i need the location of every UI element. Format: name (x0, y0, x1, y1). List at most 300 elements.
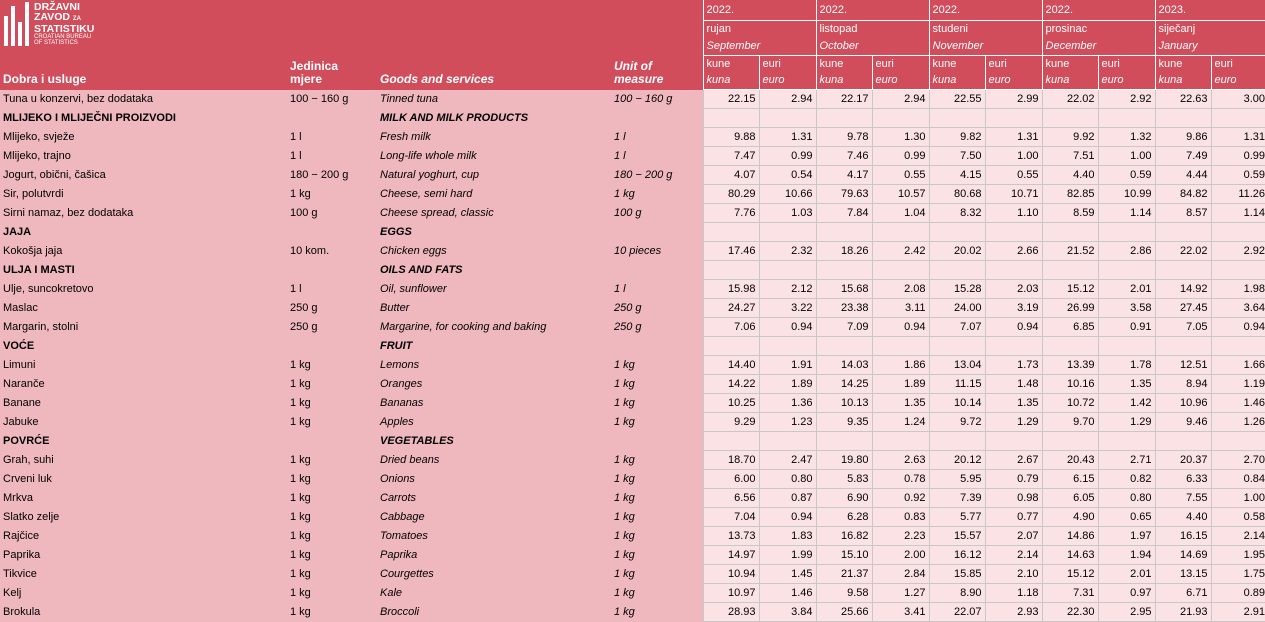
unit-hr: 1 kg (287, 470, 377, 489)
price-kuna: 8.94 (1155, 375, 1211, 394)
category-row (0, 261, 1265, 280)
table-row (0, 489, 1265, 508)
price-kuna: 7.09 (816, 318, 872, 337)
price-kuna: 10.72 (1042, 394, 1098, 413)
cur-hr-euri: euri (1211, 56, 1265, 73)
unit-en (611, 109, 703, 128)
price-euro: 3.64 (1211, 299, 1265, 318)
price-kuna: 9.58 (816, 584, 872, 603)
logo-line2: ZAVOD (34, 11, 70, 23)
price-euro (1098, 432, 1155, 451)
price-kuna: 18.70 (703, 451, 759, 470)
year-m3: 2022. (1042, 0, 1155, 21)
price-kuna: 10.16 (1042, 375, 1098, 394)
item-name-hr: Tuna u konzervi, bez dodataka (0, 90, 287, 109)
price-kuna: 15.10 (816, 546, 872, 565)
price-euro: 2.42 (872, 242, 929, 261)
cur-en-kuna: kuna (1155, 72, 1211, 90)
price-kuna (1042, 337, 1098, 356)
category-name-en: OILS AND FATS (377, 261, 611, 280)
price-euro: 11.26 (1211, 185, 1265, 204)
month-en-m1: October (816, 37, 929, 56)
price-kuna: 13.04 (929, 356, 985, 375)
item-name-hr: Naranče (0, 375, 287, 394)
price-kuna: 8.59 (1042, 204, 1098, 223)
price-euro: 0.84 (1211, 470, 1265, 489)
price-euro: 2.94 (759, 90, 816, 109)
unit-hr: 1 l (287, 280, 377, 299)
price-euro: 1.42 (1098, 394, 1155, 413)
price-kuna: 21.52 (1042, 242, 1098, 261)
price-euro: 2.70 (1211, 451, 1265, 470)
price-kuna: 8.57 (1155, 204, 1211, 223)
price-kuna: 79.63 (816, 185, 872, 204)
price-kuna (703, 337, 759, 356)
item-name-hr: Tikvice (0, 565, 287, 584)
price-euro: 3.19 (985, 299, 1042, 318)
price-euro (1211, 261, 1265, 280)
cur-hr-euri: euri (1098, 56, 1155, 73)
unit-en: 1 l (611, 280, 703, 299)
unit-en (611, 261, 703, 280)
price-euro: 1.00 (1098, 147, 1155, 166)
price-kuna: 6.15 (1042, 470, 1098, 489)
price-kuna: 22.07 (929, 603, 985, 622)
price-kuna: 22.63 (1155, 90, 1211, 109)
month-hr-m2: studeni (929, 21, 1042, 38)
year-m4: 2023. (1155, 0, 1265, 21)
table-row (0, 356, 1265, 375)
item-name-hr: Paprika (0, 546, 287, 565)
price-kuna: 10.97 (703, 584, 759, 603)
unit-hr: 1 kg (287, 603, 377, 622)
price-euro: 2.67 (985, 451, 1042, 470)
price-kuna (929, 261, 985, 280)
cur-hr-kune: kune (929, 56, 985, 73)
price-euro (872, 109, 929, 128)
category-row (0, 432, 1265, 451)
price-kuna: 4.15 (929, 166, 985, 185)
price-euro: 0.83 (872, 508, 929, 527)
price-euro: 1.91 (759, 356, 816, 375)
price-euro: 2.91 (1211, 603, 1265, 622)
table-row (0, 318, 1265, 337)
price-euro (985, 261, 1042, 280)
cur-en-kuna: kuna (1042, 72, 1098, 90)
price-euro: 3.00 (1211, 90, 1265, 109)
price-kuna: 14.03 (816, 356, 872, 375)
price-kuna: 20.43 (1042, 451, 1098, 470)
logo-line2-small: ZA (72, 16, 81, 22)
price-kuna: 6.05 (1042, 489, 1098, 508)
price-euro: 2.94 (872, 90, 929, 109)
price-kuna (703, 109, 759, 128)
price-kuna (816, 109, 872, 128)
price-euro: 1.78 (1098, 356, 1155, 375)
unit-en: 10 pieces (611, 242, 703, 261)
price-euro: 1.14 (1098, 204, 1155, 223)
price-euro (985, 432, 1042, 451)
item-name-en: Natural yoghurt, cup (377, 166, 611, 185)
price-kuna (1042, 223, 1098, 242)
price-kuna: 8.90 (929, 584, 985, 603)
price-kuna (929, 337, 985, 356)
unit-hr: 1 kg (287, 375, 377, 394)
price-kuna: 20.02 (929, 242, 985, 261)
price-kuna (703, 223, 759, 242)
price-euro (1211, 432, 1265, 451)
table-row (0, 90, 1265, 109)
item-name-hr: Mrkva (0, 489, 287, 508)
cur-en-euro: euro (759, 72, 816, 90)
item-name-hr: Jabuke (0, 413, 287, 432)
item-name-hr: Grah, suhi (0, 451, 287, 470)
item-name-en: Fresh milk (377, 128, 611, 147)
price-kuna: 24.27 (703, 299, 759, 318)
price-kuna: 18.26 (816, 242, 872, 261)
price-kuna: 26.99 (1042, 299, 1098, 318)
year-m0: 2022. (703, 0, 816, 21)
price-kuna: 9.35 (816, 413, 872, 432)
price-kuna: 20.12 (929, 451, 985, 470)
unit-en: 1 kg (611, 565, 703, 584)
price-kuna: 14.69 (1155, 546, 1211, 565)
price-kuna: 7.84 (816, 204, 872, 223)
unit-en: 1 kg (611, 356, 703, 375)
price-kuna: 22.02 (1155, 242, 1211, 261)
price-kuna: 8.32 (929, 204, 985, 223)
unit-hr: 1 l (287, 147, 377, 166)
price-kuna: 9.82 (929, 128, 985, 147)
table-row (0, 147, 1265, 166)
price-kuna: 5.77 (929, 508, 985, 527)
price-euro: 1.36 (759, 394, 816, 413)
item-name-hr: Jogurt, obični, čašica (0, 166, 287, 185)
category-name-hr: JAJA (0, 223, 287, 242)
unit-en: 1 kg (611, 508, 703, 527)
price-kuna: 14.92 (1155, 280, 1211, 299)
item-name-hr: Mlijeko, svježe (0, 128, 287, 147)
price-kuna: 16.82 (816, 527, 872, 546)
price-euro: 2.14 (985, 546, 1042, 565)
table-row (0, 546, 1265, 565)
price-euro: 1.75 (1211, 565, 1265, 584)
price-euro: 0.94 (985, 318, 1042, 337)
price-euro: 1.03 (759, 204, 816, 223)
price-euro: 0.94 (872, 318, 929, 337)
unit-en: 1 kg (611, 527, 703, 546)
price-euro: 0.99 (759, 147, 816, 166)
category-row (0, 337, 1265, 356)
price-kuna: 5.95 (929, 470, 985, 489)
table-header (0, 0, 1265, 90)
price-kuna: 6.56 (703, 489, 759, 508)
table-row (0, 242, 1265, 261)
price-kuna: 13.73 (703, 527, 759, 546)
item-name-en: Cheese, semi hard (377, 185, 611, 204)
price-euro: 2.66 (985, 242, 1042, 261)
unit-en: 1 kg (611, 603, 703, 622)
price-kuna: 14.97 (703, 546, 759, 565)
price-kuna: 21.37 (816, 565, 872, 584)
price-kuna: 27.45 (1155, 299, 1211, 318)
category-name-en: EGGS (377, 223, 611, 242)
price-euro: 1.98 (1211, 280, 1265, 299)
price-kuna: 15.85 (929, 565, 985, 584)
month-hr-m0: rujan (703, 21, 816, 38)
unit-en: 1 kg (611, 413, 703, 432)
price-euro (1211, 223, 1265, 242)
unit-hr: 1 kg (287, 584, 377, 603)
price-euro: 1.66 (1211, 356, 1265, 375)
price-euro: 0.94 (1211, 318, 1265, 337)
price-euro: 0.55 (985, 166, 1042, 185)
price-euro (985, 109, 1042, 128)
category-name-en: VEGETABLES (377, 432, 611, 451)
unit-hr: 1 kg (287, 527, 377, 546)
category-row (0, 109, 1265, 128)
price-euro: 10.99 (1098, 185, 1155, 204)
price-euro: 0.59 (1211, 166, 1265, 185)
price-kuna: 7.46 (816, 147, 872, 166)
unit-hr: 250 g (287, 318, 377, 337)
price-euro: 0.79 (985, 470, 1042, 489)
price-euro: 1.29 (985, 413, 1042, 432)
price-euro: 0.65 (1098, 508, 1155, 527)
unit-hr (287, 223, 377, 242)
price-euro: 2.08 (872, 280, 929, 299)
price-kuna: 7.76 (703, 204, 759, 223)
item-name-hr: Sir, polutvrdi (0, 185, 287, 204)
price-euro (759, 223, 816, 242)
item-name-en: Margarine, for cooking and baking (377, 318, 611, 337)
price-euro: 1.99 (759, 546, 816, 565)
unit-hr: 1 kg (287, 356, 377, 375)
table-row (0, 413, 1265, 432)
price-kuna: 4.40 (1155, 508, 1211, 527)
price-euro: 1.24 (872, 413, 929, 432)
category-name-hr: ULJA I MASTI (0, 261, 287, 280)
table-row (0, 527, 1265, 546)
price-kuna: 10.25 (703, 394, 759, 413)
item-name-hr: Margarin, stolni (0, 318, 287, 337)
table-row (0, 508, 1265, 527)
price-kuna: 4.07 (703, 166, 759, 185)
price-kuna (1155, 432, 1211, 451)
price-euro: 1.31 (1211, 128, 1265, 147)
price-kuna (1042, 109, 1098, 128)
price-euro: 2.71 (1098, 451, 1155, 470)
price-euro: 1.46 (759, 584, 816, 603)
table-row (0, 394, 1265, 413)
price-euro: 1.86 (872, 356, 929, 375)
price-kuna: 84.82 (1155, 185, 1211, 204)
price-euro: 1.30 (872, 128, 929, 147)
item-name-en: Carrots (377, 489, 611, 508)
price-euro: 2.92 (1098, 90, 1155, 109)
cur-en-kuna: kuna (703, 72, 759, 90)
price-euro: 0.94 (759, 508, 816, 527)
price-euro: 2.86 (1098, 242, 1155, 261)
price-kuna: 16.15 (1155, 527, 1211, 546)
logo-area (0, 0, 703, 56)
price-kuna: 80.68 (929, 185, 985, 204)
cur-en-euro: euro (872, 72, 929, 90)
table-row (0, 451, 1265, 470)
price-kuna: 14.22 (703, 375, 759, 394)
price-euro: 0.97 (1098, 584, 1155, 603)
table-row (0, 166, 1265, 185)
month-hr-m4: siječanj (1155, 21, 1265, 38)
price-kuna: 22.55 (929, 90, 985, 109)
unit-en: 1 l (611, 147, 703, 166)
price-kuna: 22.30 (1042, 603, 1098, 622)
price-kuna (929, 432, 985, 451)
cur-hr-euri: euri (872, 56, 929, 73)
price-kuna: 9.78 (816, 128, 872, 147)
price-kuna: 9.86 (1155, 128, 1211, 147)
price-euro: 1.83 (759, 527, 816, 546)
price-kuna: 7.39 (929, 489, 985, 508)
cur-hr-euri: euri (985, 56, 1042, 73)
item-name-hr: Sirni namaz, bez dodataka (0, 204, 287, 223)
unit-hr: 1 l (287, 128, 377, 147)
price-euro: 1.00 (985, 147, 1042, 166)
price-euro: 1.19 (1211, 375, 1265, 394)
logo-bars-icon (4, 2, 30, 46)
unit-en: 1 kg (611, 451, 703, 470)
unit-hr: 1 kg (287, 185, 377, 204)
unit-en: 1 kg (611, 546, 703, 565)
item-name-hr: Mlijeko, trajno (0, 147, 287, 166)
table-row (0, 470, 1265, 489)
price-euro: 0.78 (872, 470, 929, 489)
table-row (0, 375, 1265, 394)
price-kuna (1155, 109, 1211, 128)
price-kuna: 23.38 (816, 299, 872, 318)
price-kuna (929, 223, 985, 242)
price-euro (985, 223, 1042, 242)
unit-hr: 1 kg (287, 546, 377, 565)
logo-line1: DRŽAVNI (34, 1, 80, 13)
price-kuna (1042, 261, 1098, 280)
item-name-hr: Ulje, suncokretovo (0, 280, 287, 299)
price-euro (872, 337, 929, 356)
unit-en: 1 kg (611, 185, 703, 204)
unit-en: 1 kg (611, 489, 703, 508)
price-kuna: 6.33 (1155, 470, 1211, 489)
price-kuna: 14.63 (1042, 546, 1098, 565)
price-kuna: 12.51 (1155, 356, 1211, 375)
price-kuna: 10.96 (1155, 394, 1211, 413)
price-euro: 3.41 (872, 603, 929, 622)
unit-hr (287, 432, 377, 451)
price-euro: 0.55 (872, 166, 929, 185)
price-euro: 0.58 (1211, 508, 1265, 527)
price-euro: 0.92 (872, 489, 929, 508)
table-row (0, 299, 1265, 318)
unit-en: 180 − 200 g (611, 166, 703, 185)
item-name-hr: Kokošja jaja (0, 242, 287, 261)
table-row (0, 565, 1265, 584)
price-kuna: 9.46 (1155, 413, 1211, 432)
dzs-logo (4, 2, 699, 46)
unit-en (611, 337, 703, 356)
price-kuna: 7.55 (1155, 489, 1211, 508)
price-euro: 0.59 (1098, 166, 1155, 185)
item-name-en: Dried beans (377, 451, 611, 470)
price-euro: 1.32 (1098, 128, 1155, 147)
item-name-en: Long-life whole milk (377, 147, 611, 166)
price-kuna (1042, 432, 1098, 451)
cur-en-kuna: kuna (929, 72, 985, 90)
price-kuna: 13.39 (1042, 356, 1098, 375)
unit-hr: 100 g (287, 204, 377, 223)
price-euro: 0.80 (1098, 489, 1155, 508)
unit-hr-header: Jedinica mjere (287, 56, 377, 90)
unit-hr: 180 − 200 g (287, 166, 377, 185)
price-kuna: 9.72 (929, 413, 985, 432)
price-euro: 1.89 (759, 375, 816, 394)
price-euro (1098, 223, 1155, 242)
price-euro: 0.89 (1211, 584, 1265, 603)
unit-en: 100 − 160 g (611, 90, 703, 109)
price-kuna: 9.92 (1042, 128, 1098, 147)
item-name-en: Onions (377, 470, 611, 489)
cur-en-euro: euro (1098, 72, 1155, 90)
month-en-m2: November (929, 37, 1042, 56)
price-kuna: 15.28 (929, 280, 985, 299)
item-name-en: Kale (377, 584, 611, 603)
price-euro: 1.35 (872, 394, 929, 413)
category-row (0, 223, 1265, 242)
price-kuna (816, 261, 872, 280)
price-euro: 1.89 (872, 375, 929, 394)
price-euro: 1.14 (1211, 204, 1265, 223)
price-kuna: 10.14 (929, 394, 985, 413)
goods-en-header: Goods and services (377, 56, 611, 90)
unit-hr: 1 kg (287, 394, 377, 413)
price-kuna: 6.00 (703, 470, 759, 489)
price-euro: 2.07 (985, 527, 1042, 546)
price-kuna: 15.68 (816, 280, 872, 299)
price-kuna: 10.13 (816, 394, 872, 413)
price-kuna (816, 432, 872, 451)
price-kuna: 7.06 (703, 318, 759, 337)
price-kuna: 21.93 (1155, 603, 1211, 622)
unit-en: 1 kg (611, 470, 703, 489)
price-euro: 0.87 (759, 489, 816, 508)
price-euro: 0.77 (985, 508, 1042, 527)
price-euro (985, 337, 1042, 356)
price-euro: 1.48 (985, 375, 1042, 394)
price-kuna: 4.90 (1042, 508, 1098, 527)
unit-hr: 10 kom. (287, 242, 377, 261)
price-euro: 2.32 (759, 242, 816, 261)
price-euro: 1.29 (1098, 413, 1155, 432)
price-kuna: 10.94 (703, 565, 759, 584)
category-name-hr: MLIJEKO I MLIJEČNI PROIZVODI (0, 109, 287, 128)
price-euro: 0.99 (872, 147, 929, 166)
unit-en: 1 l (611, 128, 703, 147)
price-euro (759, 261, 816, 280)
price-kuna: 82.85 (1042, 185, 1098, 204)
item-name-en: Chicken eggs (377, 242, 611, 261)
item-name-hr: Brokula (0, 603, 287, 622)
item-name-hr: Rajčice (0, 527, 287, 546)
price-euro: 3.58 (1098, 299, 1155, 318)
price-euro: 1.35 (1098, 375, 1155, 394)
